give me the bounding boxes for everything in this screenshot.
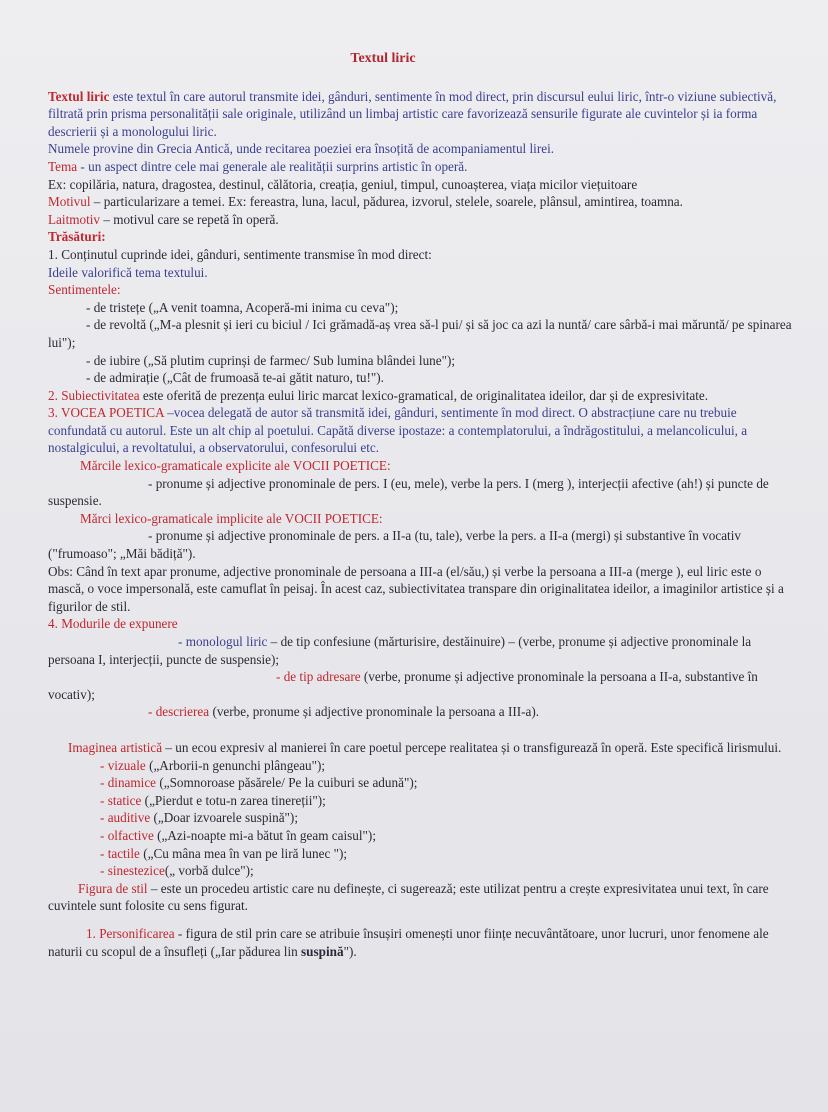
trasatura-2 <box>48 387 798 405</box>
page-title: Textul liric <box>350 51 416 66</box>
imagine-item <box>48 862 798 880</box>
personificarea-paragraph <box>48 925 798 960</box>
imagine-label: - dinamice <box>100 775 157 791</box>
mod-label: - de tip adresare <box>276 669 361 685</box>
explicite-heading: Mărcile lexico-gramaticale explicite ale VOCII POETICE: <box>80 458 391 474</box>
mod-label: - descrierea <box>148 704 210 720</box>
trasatura-4: 4. Modurile de expunere <box>48 616 178 632</box>
implicite-text: - pronume și adjective pronominale de pers. a II-a (tu, tale), verbe la pers. a II-a (mergi) și substantive în vocativ ("frumoaso"; „Măi bădiță"). <box>48 528 741 562</box>
subiectivitatea-text: este oferită de prezența eului liric marcat lexico-gramatical, de originalitatea ideilor, dar și de expresivitate. <box>139 387 709 403</box>
examples-line: Ex: copilăria, natura, dragostea, destinul, călătoria, creația, geniul, timpul, cunoașterea, viața micilor viețuitoare <box>48 176 638 192</box>
imagine-example: („Azi-noapte mi-a bătut în geam caisul"); <box>153 827 376 843</box>
imagine-item <box>48 757 798 775</box>
obs-paragraph: Obs: Când în text apar pronume, adjective pronominale de persoana a III-a (el/său,) și verbe la persoana a III-a (merge ), eul liric este o mască, o voce impersonală, este camuflat în peisaj. În acest caz, subiectivitatea transpare din originalitatea ideilor, a imaginilor artistice și a figurilor de stil. <box>48 563 784 614</box>
sentiment-item <box>48 299 798 317</box>
mod-expunere-item <box>48 668 798 703</box>
explicite-text: - pronume și adjective pronominale de pers. I (eu, mele), verbe la pers. I (merg ), interjecții afective (ah!) și puncte de suspensie. <box>48 475 769 509</box>
mod-expunere-item <box>48 703 798 721</box>
vocea-term: 3. VOCEA POETICA <box>48 405 164 421</box>
sentimentele-heading: Sentimentele: <box>48 282 121 298</box>
imagine-item <box>48 845 798 863</box>
imagine-label: - tactile <box>100 845 140 861</box>
implicite-heading: Mărci lexico-gramaticale implicite ale VOCII POETICE: <box>80 510 383 526</box>
personificarea-text: - figura de stil prin care se atribuie însușiri omenești unor ființe necuvântătoare, unor lucruri, unor fenomene ale naturii cu scopul de a însufleți („Iar pădurea lin <box>48 925 769 959</box>
imagine-item <box>48 827 798 845</box>
sentiment-text: („A venit toamna, Acoperă-mi inima cu ceva"); <box>145 299 399 315</box>
spacer <box>48 915 798 925</box>
intro-term: Textul liric <box>48 88 110 104</box>
laitmotiv-term: Laitmotiv <box>48 211 101 227</box>
trasatura-3 <box>48 404 798 457</box>
imagine-example: („Somnoroase păsărele/ Pe la cuiburi se adună"); <box>156 775 418 791</box>
motiv-term: Motivul <box>48 194 91 210</box>
mod-expunere-item <box>48 633 798 668</box>
origin-line: Numele provine din Grecia Antică, unde recitarea poeziei era însoțită de acompaniamentul lirei. <box>48 141 555 157</box>
imagine-example: („Doar izvoarele suspină"); <box>150 810 298 826</box>
tema-line <box>48 158 798 176</box>
laitmotiv-line <box>48 211 798 229</box>
imagine-item <box>48 792 798 810</box>
imagine-label: - auditive <box>100 810 151 826</box>
sentiment-item <box>48 369 798 387</box>
sentiment-label: - de tristețe <box>86 299 146 315</box>
sentiment-text: („M-a plesnit și ieri cu biciul / Ici grămadă-aș vrea să-l pui/ și să joc ca azi la nuntă/ care sârbă-i mai măruntă/ pe spinarea lui"); <box>48 317 792 350</box>
personificarea-emphasis: suspină <box>301 943 344 959</box>
imagine-term: Imaginea artistică <box>68 739 163 755</box>
sentiment-text: („Să plutim cuprinși de farmec/ Sub lumina blândei lune"); <box>140 352 456 368</box>
motiv-text: – particularizare a temei. Ex: fereastra, luna, lacul, pădurea, izvorul, stelele, soarele, plânsul, amintirea, toamna. <box>90 194 683 210</box>
imagine-label: - sinestezice <box>100 863 165 879</box>
intro-paragraph <box>48 88 798 141</box>
sentiment-item <box>48 316 798 351</box>
imagine-item <box>48 774 798 792</box>
imagine-item <box>48 809 798 827</box>
imagine-example: („Pierdut e totu-n zarea tinereții"); <box>141 792 326 808</box>
personificarea-term: 1. Personificarea <box>86 925 175 941</box>
imagine-label: - statice <box>100 792 142 808</box>
motiv-line <box>48 193 798 211</box>
trasaturi-heading: Trăsături: <box>48 229 106 245</box>
personificarea-end: "). <box>343 943 357 959</box>
trasatura-1: 1. Conținutul cuprinde idei, gânduri, sentimente transmise în mod direct: <box>48 246 432 262</box>
vocea-text: –vocea delegată de autor să transmită idei, gânduri, sentimente în mod direct. O abstracțiune care nu trebuie confundată cu autorul. Este un alt chip al poetului. Capătă diverse ipostaze: a contemplatorului, a îndrăgostitului, a melancolicului, a nostalgicului, a revoltatului, a observatorului, confesorului etc. <box>48 405 748 456</box>
subiectivitatea-term: 2. Subiectivitatea <box>48 387 140 403</box>
imagine-example: („ vorbă dulce"); <box>164 863 254 879</box>
sentiment-text: („Cât de frumoasă te-ai gătit naturo, tu!"). <box>159 370 384 386</box>
intro-text: este textul în care autorul transmite idei, gânduri, sentimente în mod direct, prin discursul eului liric, într-o viziune subiectivă, filtrată prin prisma personalității sale originale, utilizând un limbaj artistic care favorizează sensurile figurate ale cuvintelor și ia forma descrierii și a monologului liric. <box>48 88 777 139</box>
tema-term: Tema <box>48 158 78 174</box>
imagine-example: („Cu mâna mea în van pe liră lunec "); <box>139 845 348 861</box>
figura-paragraph <box>48 880 798 915</box>
ideile-line: Ideile valorifică tema textului. <box>48 264 208 280</box>
imagine-label: - vizuale <box>100 757 146 773</box>
tema-text: - un aspect dintre cele mai generale ale realității surprins artistic în operă. <box>77 158 468 174</box>
imagine-example: („Arborii-n genunchi plângeau"); <box>145 757 326 773</box>
sentiment-label: - de revoltă <box>86 317 147 333</box>
sentiment-label: - de admirație <box>86 370 160 386</box>
figura-term: Figura de stil <box>78 880 148 896</box>
figura-text: – este un procedeu artistic care nu definește, ci sugerează; este utilizat pentru a crește expresivitatea unui text, în care cuvintele sunt folosite cu sens figurat. <box>48 880 769 914</box>
mod-label: - monologul liric <box>178 634 268 649</box>
sentiment-label: - de iubire <box>86 352 141 368</box>
laitmotiv-text: – motivul care se repetă în operă. <box>100 211 279 227</box>
sentiment-item <box>48 352 798 370</box>
imagine-label: - olfactive <box>100 827 154 843</box>
mod-text: – de tip confesiune (mărturisire, destăinuire) – (verbe, pronume și adjective pronominale la persoana I, interjecții, puncte de suspensie); <box>48 634 752 667</box>
imagine-paragraph <box>48 739 798 757</box>
imagine-text: – un ecou expresiv al manierei în care poetul percepe realitatea și o transfigurează în operă. Este specifică lirismului. <box>162 739 782 755</box>
spacer <box>48 721 798 739</box>
mod-text: (verbe, pronume și adjective pronominale la persoana a II-a, substantive în vocativ); <box>48 669 758 702</box>
mod-text: (verbe, pronume și adjective pronominale la persoana a III-a). <box>209 704 540 720</box>
